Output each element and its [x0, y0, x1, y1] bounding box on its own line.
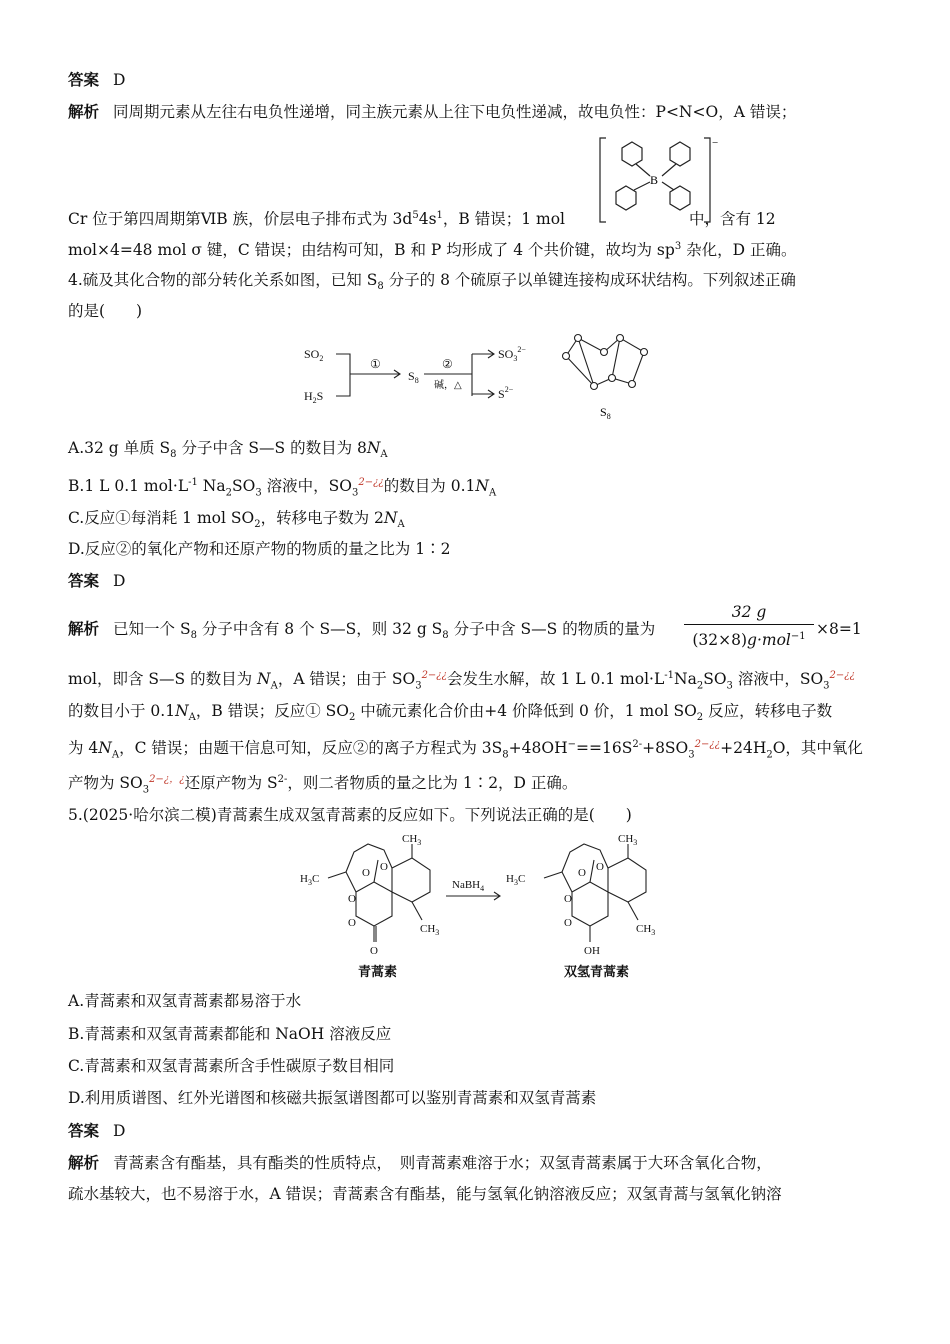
svg-text:H2S: $H_2S$	[304, 389, 324, 405]
svg-text:O: O	[362, 867, 370, 879]
svg-text:H3C: $H_3C$	[300, 873, 320, 887]
artemisinin-reaction-scheme	[296, 830, 660, 982]
q4-option-d: D.反应②的氧化产物和还原产物的物质的量之比为 1∶2	[68, 540, 451, 558]
svg-text:S8: $S_8$	[600, 405, 611, 421]
svg-text:O: O	[564, 917, 572, 929]
sulfur-reaction-scheme	[300, 336, 540, 412]
svg-text:①: ①	[370, 357, 381, 371]
svg-text:S2−: $S^{2-}$	[498, 385, 514, 401]
q4-option-c: C.反应①每消耗 1 mol $SO_2$，转移电子数为 $2N_A$	[68, 509, 405, 531]
q4-answer-line: 答案 D	[68, 572, 126, 590]
svg-text:O: O	[380, 861, 388, 873]
svg-text:NaBH4: NaBH$_4$	[452, 879, 485, 893]
q4-analysis-line-3: 的数目小于 $0.1N_A$，B 错误；反应① $SO_2$ 中硫元素化合价由+4 价降低到 0 价，1 mol $SO_2$ 反应，转移电子数	[68, 702, 833, 724]
q5-answer-line: 答案 D	[68, 1122, 126, 1140]
prev-answer-line	[68, 70, 125, 90]
svg-text:SO32−: $SO_3^{2-}$	[498, 345, 526, 363]
q5-option-d: D.利用质谱图、红外光谱图和核磁共振氢谱图都可以鉴别青蒿素和双氢青蒿素	[68, 1089, 597, 1107]
svg-text:CH3: $CH_3$	[402, 833, 422, 847]
q4-option-b: B.1 L 0.1 $mol\cdot L^{-1}$ $Na_2SO_3$ 溶液中，$SO_3^{2-¿¿}$的数目为 $0.1N_A$	[68, 477, 497, 499]
q5-analysis-line-2: 疏水基较大，也不易溶于水，A 错误；青蒿素含有酯基，能与氢氧化钠溶液反应；双氢青蒿与氢氧化钠溶	[68, 1185, 782, 1203]
s8-ring-structure	[558, 332, 658, 424]
q4-stem-line-2: 的是( )	[68, 302, 143, 320]
q4-analysis-line-1: 解析 已知一个 $S_8$ 分子中含有 8 个 S—S，则 32 g $S_8$ 分子中含 S—S 的物质的量为	[68, 620, 656, 642]
q5-analysis-line-1: 解析 青蒿素含有酯基，具有酯类的性质特点， 则青蒿素难溶于水；双氢青蒿素属于大环含氧化合物，	[68, 1154, 772, 1172]
q4-fraction: 32 g (32×8)g·mol$^{-1}$	[684, 602, 814, 650]
prev-analysis-line-2: Cr 位于第四周期第ⅥB 族，价层电子排布式为 $3d^54s^1$，B 错误；1 mol 中，含有 12	[68, 210, 776, 229]
q5-option-a: A.青蒿素和双氢青蒿素都易溶于水	[68, 992, 302, 1010]
svg-text:OH: OH	[584, 945, 600, 957]
boron-atom: B	[650, 173, 659, 187]
svg-text:O: O	[370, 945, 378, 957]
svg-text:O: O	[578, 867, 586, 879]
svg-text:青蒿素: 青蒿素	[358, 964, 398, 979]
q5-stem: 5.(2025·哈尔滨二模)青蒿素生成双氢青蒿素的反应如下。下列说法正确的是( )	[68, 806, 632, 824]
svg-text:CH3: $CH_3$	[618, 833, 638, 847]
q4-stem-line-1: 4.硫及其化合物的部分转化关系如图，已知 $S_8$ 分子的 8 个硫原子以单键连接构成环状结构。下列叙述正确	[68, 271, 796, 293]
svg-text:O: O	[348, 917, 356, 929]
svg-text:碱，△: 碱，△	[434, 380, 462, 391]
svg-text:O: O	[596, 861, 604, 873]
svg-text:CH3: $CH_3$	[636, 923, 656, 937]
svg-text:O: O	[348, 893, 356, 905]
svg-text:S8: $S_8$	[408, 369, 419, 385]
answer-label: 答案	[68, 71, 100, 89]
svg-text:②: ②	[442, 357, 453, 371]
q4-fraction-tail: ×8=1	[816, 620, 862, 638]
q4-analysis-line-5: 产物为 $SO_3^{2-¿,¿}$还原产物为 $S^{2-}$，则二者物质的量之比为 1∶2，D 正确。	[68, 774, 578, 796]
svg-text:O: O	[564, 893, 572, 905]
charge-symbol: −	[712, 137, 719, 149]
svg-text:CH3: $CH_3$	[420, 923, 440, 937]
svg-text:H3C: $H_3C$	[506, 873, 526, 887]
q4-analysis-line-4: 为 $4N_A$，C 错误；由题干信息可知，反应②的离子方程式为 $3S_8+48OH^-==16S^{2-}+8SO_3^{2-¿¿}+24H_2O$，其中氧化	[68, 739, 863, 761]
svg-text:双氢青蒿素: 双氢青蒿素	[564, 964, 630, 979]
answer-value: D	[113, 71, 126, 89]
prev-analysis-line-3: mol×4=48 mol σ 键，C 错误；由结构可知，B 和 P 均形成了 4 个共价键，故均为 $sp^3$ 杂化，D 正确。	[68, 241, 797, 260]
q4-analysis-line-2: mol，即含 S—S 的数目为 $N_A$，A 错误；由于 $SO_3^{2-¿¿}$会发生水解，故 1 L 0.1 $mol\cdot L^{-1}Na_2SO_3$ 溶液中，$SO_3^{2-¿¿}$	[68, 670, 856, 692]
prev-analysis-line-1: 解析 同周期元素从左往右电负性递增，同主族元素从上往下电负性递减，故电负性：P<N<O，A 错误；	[68, 103, 797, 121]
q5-option-b: B.青蒿素和双氢青蒿素都能和 NaOH 溶液反应	[68, 1025, 392, 1043]
analysis-label: 解析	[68, 103, 100, 121]
q5-option-c: C.青蒿素和双氢青蒿素所含手性碳原子数目相同	[68, 1057, 395, 1075]
svg-text:SO2: $SO_2$	[304, 347, 324, 363]
q4-option-a: A.32 g 单质 $S_8$ 分子中含 S—S 的数目为 $8N_A$	[68, 439, 388, 461]
